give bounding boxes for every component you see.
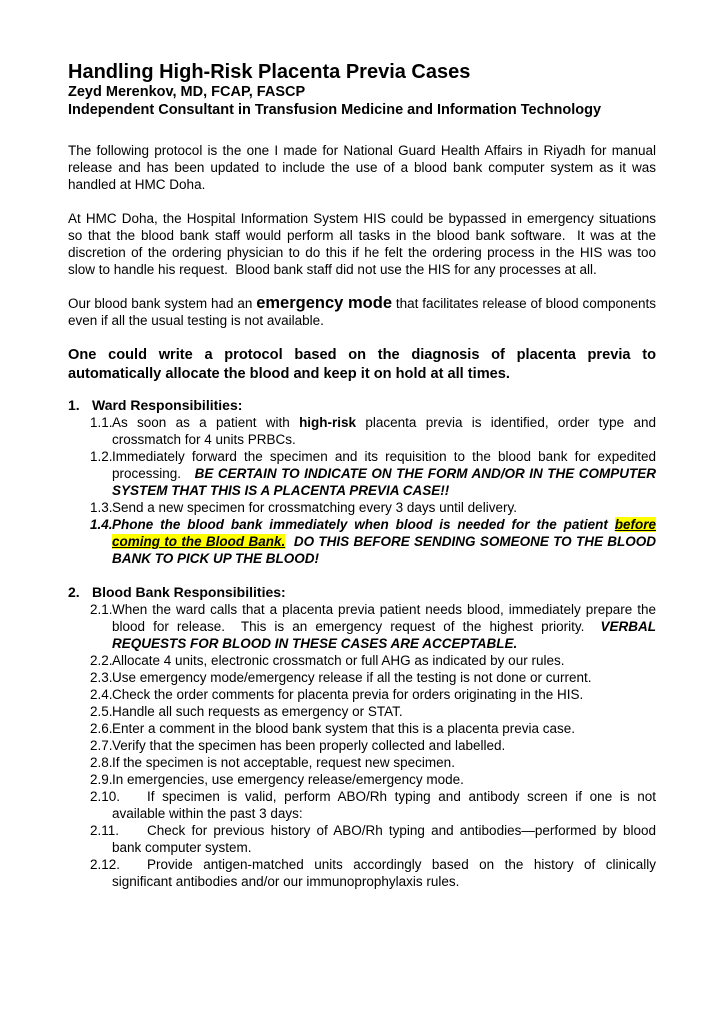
text-run: Phone the blood bank immediately when blood is needed for the patient: [112, 517, 615, 532]
list-item: [90, 771, 656, 788]
section-heading: [68, 397, 656, 414]
list-item: [90, 601, 656, 652]
list-item: [90, 720, 656, 737]
section-items: [90, 414, 656, 567]
text-run: One could write a protocol based on the diagnosis of placenta previa to automatically allocate the blood and keep it on hold at all times.: [68, 347, 656, 382]
list-item-number: 2.8.: [90, 755, 113, 770]
section-items: [90, 601, 656, 890]
section-number: 2.: [68, 584, 80, 600]
list-item-number: 2.7.: [90, 738, 113, 753]
text-run: Verify that the specimen has been properly collected and labelled.: [112, 738, 506, 753]
list-item-number: 2.6.: [90, 721, 113, 736]
text-run: Our blood bank system had an: [68, 296, 257, 311]
list-item-number: 1.4.: [90, 517, 113, 532]
list-item-number: 2.5.: [90, 704, 113, 719]
list-item: [90, 499, 656, 516]
paragraph: [68, 142, 656, 193]
highlighted-text-run: before coming to the Blood Bank.: [112, 517, 656, 549]
list-item: [90, 516, 656, 567]
document-body-paragraphs: [68, 142, 656, 384]
list-item: [90, 686, 656, 703]
text-run: that facilitates release of blood components even if all the usual testing is not available.: [68, 296, 656, 328]
text-run: As soon as a patient with: [112, 415, 300, 430]
numbered-section: [68, 397, 656, 567]
text-run: emergency mode: [256, 294, 393, 312]
paragraph: [68, 295, 656, 329]
text-run: VERBAL REQUESTS FOR BLOOD IN THESE CASES ARE ACCEPTABLE.: [112, 619, 656, 651]
list-item: [90, 737, 656, 754]
list-item: [90, 856, 656, 890]
document-header: [68, 60, 656, 119]
text-run: In emergencies, use emergency release/emergency mode.: [112, 772, 464, 787]
text-run: DO THIS BEFORE SENDING SOMEONE TO THE BLOOD BANK TO PICK UP THE BLOOD!: [112, 534, 657, 566]
text-run: Immediately forward the specimen and its requisition to the blood bank for expedited processing.: [112, 449, 656, 481]
list-item: [90, 414, 656, 448]
paragraph: [68, 210, 656, 278]
text-run: The following protocol is the one I made for National Guard Health Affairs in Riyadh for manual release and has been updated to include the use of a blood bank computer system as it was handled at HMC Doha.: [68, 143, 656, 192]
section-heading: [68, 584, 656, 601]
list-item-number: 2.1.: [90, 602, 113, 617]
list-item: [90, 822, 656, 856]
text-run: Provide antigen-matched units accordingly based on the history of clinically significant antibodies and/or our immunoprophylaxis rules.: [112, 857, 656, 889]
list-item-number: 2.11.: [90, 823, 120, 838]
text-run: Allocate 4 units, electronic crossmatch or full AHG as indicated by our rules.: [112, 653, 565, 668]
text-run: BE CERTAIN TO INDICATE ON THE FORM AND/OR IN THE COMPUTER SYSTEM THAT THIS IS A PLACENTA PREVIA CASE!!: [112, 466, 656, 498]
text-run: When the ward calls that a placenta previa patient needs blood, immediately prepare the blood for release. This is an emergency request of the highest priority.: [112, 602, 656, 634]
text-run: Enter a comment in the blood bank system that this is a placenta previa case.: [112, 721, 575, 736]
text-run: Check the order comments for placenta previa for orders originating in the HIS.: [112, 687, 584, 702]
document-author-role: Independent Consultant in Transfusion Medicine and Information Technology: [68, 101, 602, 118]
list-item: [90, 652, 656, 669]
document-numbered-sections: [68, 397, 656, 890]
section-heading-text: Ward Responsibilities:: [92, 397, 243, 413]
list-item: [90, 754, 656, 771]
list-item-number: 2.2.: [90, 653, 113, 668]
text-run: If specimen is valid, perform ABO/Rh typing and antibody screen if one is not available within the past 3 days:: [112, 789, 656, 821]
list-item-number: 2.9.: [90, 772, 113, 787]
list-item: [90, 703, 656, 720]
text-run: At HMC Doha, the Hospital Information System HIS could be bypassed in emergency situations so that the blood bank staff would perform all tasks in the blood bank software. It was at the discretion of the ordering physician to do this if he felt the ordering process in the HIS was too slow to handle his request. Blood bank staff did not use the HIS for any processes at all.: [68, 211, 656, 277]
list-item-number: 1.2.: [90, 449, 113, 464]
text-run: high-risk: [299, 415, 357, 430]
text-run: Use emergency mode/emergency release if all the testing is not done or current.: [112, 670, 592, 685]
text-run: Send a new specimen for crossmatching every 3 days until delivery.: [112, 500, 517, 515]
list-item-number: 1.1.: [90, 415, 113, 430]
list-item-number: 2.4.: [90, 687, 113, 702]
list-item-number: 2.12.: [90, 857, 121, 872]
paragraph: [68, 346, 656, 384]
document-title: Handling High-Risk Placenta Previa Cases: [68, 61, 471, 83]
numbered-section: [68, 584, 656, 890]
list-item-number: 1.3.: [90, 500, 113, 515]
list-item: [90, 788, 656, 822]
document-author: Zeyd Merenkov, MD, FCAP, FASCP: [68, 84, 306, 100]
list-item: [90, 448, 656, 499]
list-item-number: 2.3.: [90, 670, 113, 685]
section-number: 1.: [68, 397, 80, 413]
text-run: Check for previous history of ABO/Rh typing and antibodies—performed by blood bank computer system.: [112, 823, 656, 855]
text-run: If the specimen is not acceptable, request new specimen.: [112, 755, 455, 770]
text-run: placenta previa is identified, order type and crossmatch for 4 units PRBCs.: [112, 415, 656, 447]
section-heading-text: Blood Bank Responsibilities:: [92, 584, 286, 600]
list-item-number: 2.10.: [90, 789, 121, 804]
list-item: [90, 669, 656, 686]
text-run: Handle all such requests as emergency or STAT.: [112, 704, 403, 719]
